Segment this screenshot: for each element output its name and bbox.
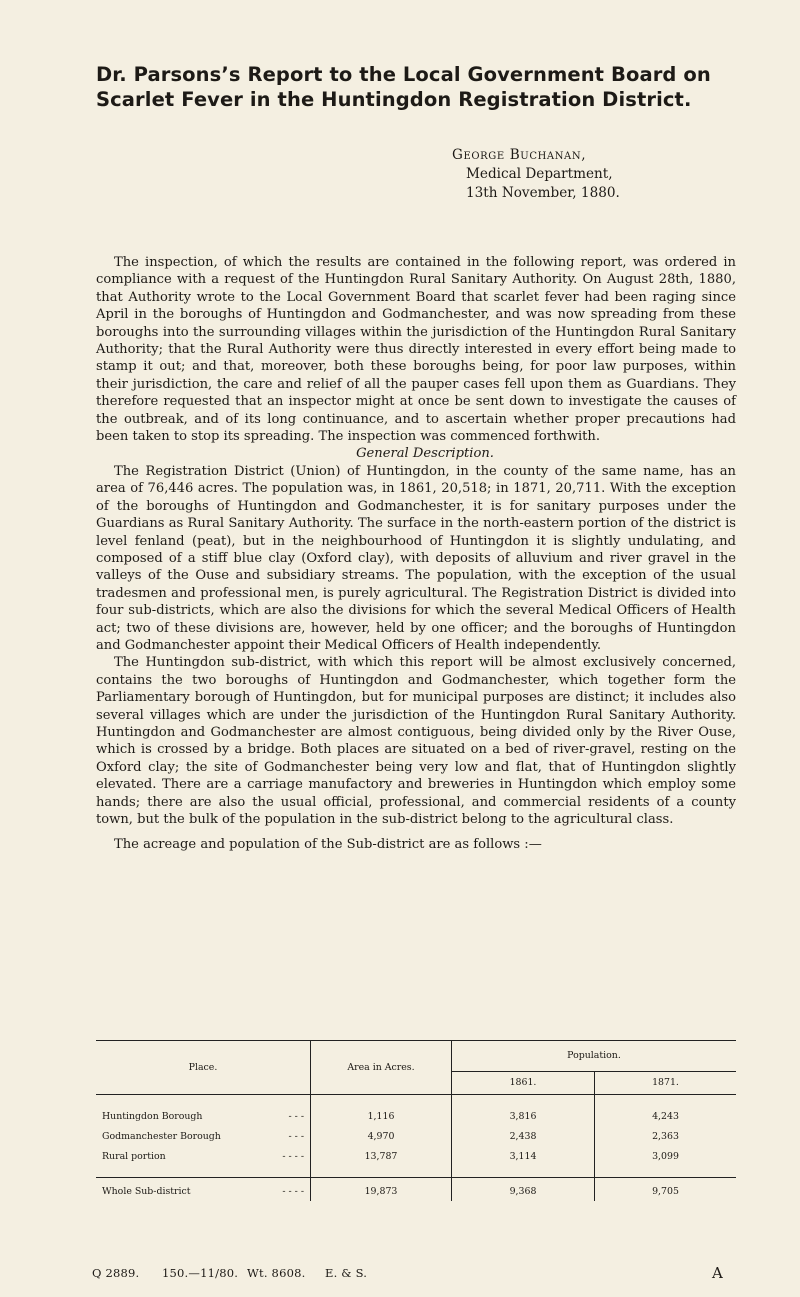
signature-block xyxy=(452,146,782,203)
pop-1861-cell: 3,114 xyxy=(452,1147,595,1178)
description-paragraph: The Registration District (Union) of Huntingdon, in the county of the same name, has an area of 76,446 acres. The population was, in 1861, 20,518; in 1871, 20,711. With the exception of the boroughs of Huntingdon and Godmanchester, it is for sanitary purposes under the Guardians as Rural Sanitary Authority. The surface in the north-eastern portion of the district is level fenland (peat), but in the neighbourhood of Huntingdon it is slightly undulating, and composed of a stiff blue clay (Oxford clay), with deposits of alluvium and river gravel in the valleys of the Ouse and subsidiary streams. The population, with the exception of the usual tradesmen and professional men, is purely agricultural. The Registration District is divided into four sub-districts, which are also the divisions for which the several Medical Officers of Health act; two of these divisions are, however, held by one officer; and the boroughs of Huntingdon and Godmanchester appoint their Medical Officers of Health independently. xyxy=(96,463,736,653)
pop-1871-cell: 3,099 xyxy=(652,1151,679,1162)
section-heading: General Description. xyxy=(356,446,494,462)
pop-1861-cell: 3,816 xyxy=(452,1095,595,1128)
intro-paragraph: The inspection, of which the results are contained in the following report, was ordered in compliance with a request of the Huntingdon Rural Sanitary Authority. On August 28th, 1880, that Authority wrote to the Local Government Board that scarlet fever had been raging since April in the boroughs of Huntingdon and Godmanchester, and was now spreading from these boroughs into the surrounding villages within the jurisdiction of the Huntingdon Rural Sanitary Authority; that the Rural Authority were thus directly interested in every effort being made to stamp it out; and that, moreover, both these boroughs being, for poor law purposes, within their jurisdiction, the care and relief of all the pauper cases fell upon them as Guardians. They therefore requested that an inspector might at once be sent down to investigate the causes of the outbreak, and of its long continuance, and to ascertain whether proper precautions had been taken to stop its spreading. The inspection was commenced forthwith. xyxy=(96,255,736,445)
print-weight: Wt. 8608. xyxy=(247,1266,306,1280)
area-cell: 4,970 xyxy=(311,1127,452,1147)
print-run: 150.—11/80. xyxy=(162,1266,239,1280)
table-row xyxy=(96,1147,736,1178)
col-1861-header: 1861. xyxy=(452,1072,595,1095)
subdistrict-paragraph: The Huntingdon sub-district, with which this report will be almost exclusively concerned, contains the two boroughs of Huntingdon and Godmanchester, which together form the Parliamentary borough of Huntingdon, but for municipal purposes are distinct; it includes also several villages which are under the jurisdiction of the Huntingdon Rural Sanitary Authority. Huntingdon and Godmanchester are almost contiguous, being divided only by the River Ouse, which is crossed by a bridge. Both places are situated on a bed of river-gravel, resting on the Oxford clay; the site of Godmanchester being very low and flat, that of Huntingdon slightly elevated. There are a carriage manufactory and breweries in Huntingdon which employ some hands; there are also the usual official, professional, and commercial residents of a county town, but the bulk of the population in the sub-district belong to the agricultural class. xyxy=(96,655,736,827)
total-1861-cell: 9,368 xyxy=(452,1178,595,1202)
report-title xyxy=(96,62,736,112)
area-cell: 1,116 xyxy=(311,1095,452,1128)
pop-1871-cell: 2,363 xyxy=(652,1131,679,1142)
col-population-header: Population. xyxy=(452,1041,737,1072)
report-body xyxy=(96,254,736,854)
title-line-2: Scarlet Fever in the Huntingdon Registration District. xyxy=(96,88,692,111)
col-place-header: Place. xyxy=(96,1041,311,1095)
table-total-row xyxy=(96,1178,736,1202)
place-cell: Godmanchester Borough - - - xyxy=(96,1127,311,1147)
total-area-cell: 19,873 xyxy=(311,1178,452,1202)
table-row xyxy=(96,1095,736,1128)
place-cell: Huntingdon Borough - - - xyxy=(96,1095,311,1128)
place-cell: Rural portion - - - - xyxy=(96,1147,311,1178)
signatory-department: Medical Department, xyxy=(466,166,613,182)
signature-mark: A xyxy=(712,1264,724,1282)
col-area-header: Area in Acres. xyxy=(311,1041,452,1095)
total-place-cell: Whole Sub-district - - - - xyxy=(96,1178,311,1202)
pop-1871-cell: 4,243 xyxy=(595,1095,737,1128)
title-line-1: Dr. Parsons’s Report to the Local Government Board on xyxy=(96,63,711,86)
table-row xyxy=(96,1127,736,1147)
total-1871-cell: 9,705 xyxy=(595,1178,737,1202)
table-intro: The acreage and population of the Sub-district are as follows :— xyxy=(114,837,542,853)
printer-mark: E. & S. xyxy=(325,1266,368,1280)
signature-date: 13th November, 1880. xyxy=(466,185,620,201)
population-table xyxy=(96,1040,736,1201)
pop-1861-cell: 2,438 xyxy=(452,1127,595,1147)
col-1871-header: 1871. xyxy=(595,1072,737,1095)
print-code: Q 2889. xyxy=(92,1266,140,1280)
area-cell: 13,787 xyxy=(311,1147,452,1178)
signatory-name: George Buchanan, xyxy=(452,147,587,163)
